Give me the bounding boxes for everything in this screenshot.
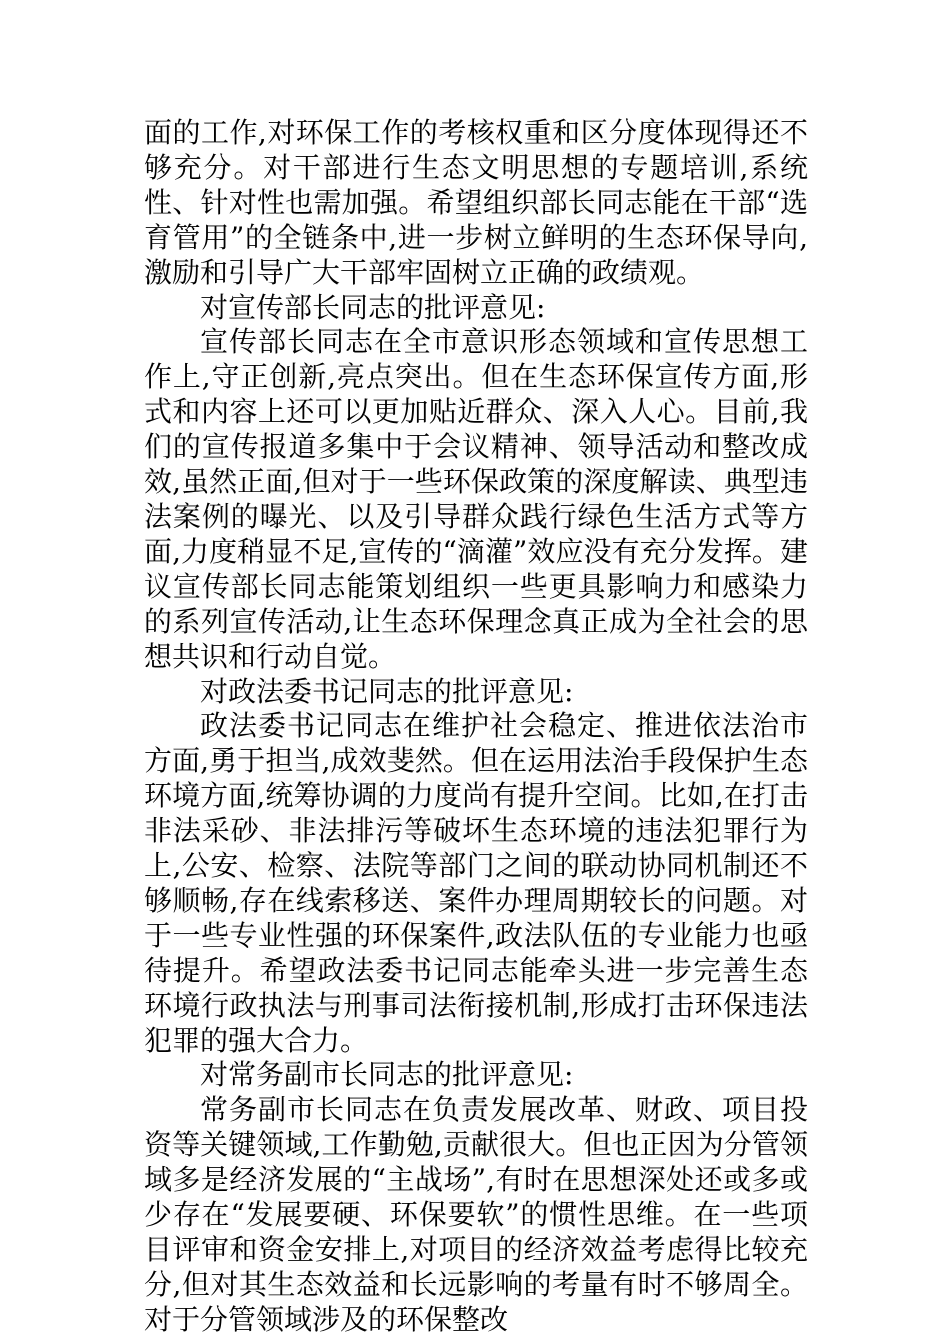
heading-legal-affairs-critique: 对政法委书记同志的批评意见: (200, 674, 574, 708)
paragraph-executive-vice-mayor-critique: 常务副市长同志在负责发展改革、财政、项目投资等关键领域,工作勤勉,贡献很大。但也正因为分管领域多是经济发展的“主战场”,有时在思想深处还或多或少存在“发展要硬、环保要软”的惯性思维。在一些项目评审和资金安排上,对项目的经济效益考虑得比较充分,但对其生态效益和长远影响的考量有时不够周全。对于分管领域涉及的环保整改 (144, 1093, 808, 1336)
document-page (144, 116, 808, 1338)
paragraph-propaganda-critique: 宣传部长同志在全市意识形态领域和宣传思想工作上,守正创新,亮点突出。但在生态环保宣传方面,形式和内容上还可以更加贴近群众、深入人心。目前,我们的宣传报道多集中于会议精神、领导活动和整改成效,虽然正面,但对于一些环保政策的深度解读、典型违法案例的曝光、以及引导群众践行绿色生活方式等方面,力度稍显不足,宣传的“滴灌”效应没有充分发挥。建议宣传部长同志能策划组织一些更具影响力和感染力的系列宣传活动,让生态环保理念真正成为全社会的思想共识和行动自觉。 (144, 325, 808, 673)
paragraph-organization-continued: 面的工作,对环保工作的考核权重和区分度体现得还不够充分。对干部进行生态文明思想的专题培训,系统性、针对性也需加强。希望组织部长同志能在干部“选育管用”的全链条中,进一步树立鲜明的生态环保导向,激励和引导广大干部牢固树立正确的政绩观。 (144, 116, 808, 289)
heading-propaganda-critique: 对宣传部长同志的批评意见: (200, 290, 546, 324)
paragraph-legal-affairs-critique: 政法委书记同志在维护社会稳定、推进依法治市方面,勇于担当,成效斐然。但在运用法治手段保护生态环境方面,统筹协调的力度尚有提升空间。比如,在打击非法采砂、非法排污等破坏生态环境的违法犯罪行为上,公安、检察、法院等部门之间的联动协同机制还不够顺畅,存在线索移送、案件办理周期较长的问题。对于一些专业性强的环保案件,政法队伍的专业能力也亟待提升。希望政法委书记同志能牵头进一步完善生态环境行政执法与刑事司法衔接机制,形成打击环保违法犯罪的强大合力。 (144, 709, 808, 1057)
heading-executive-vice-mayor-critique: 对常务副市长同志的批评意见: (200, 1058, 574, 1092)
